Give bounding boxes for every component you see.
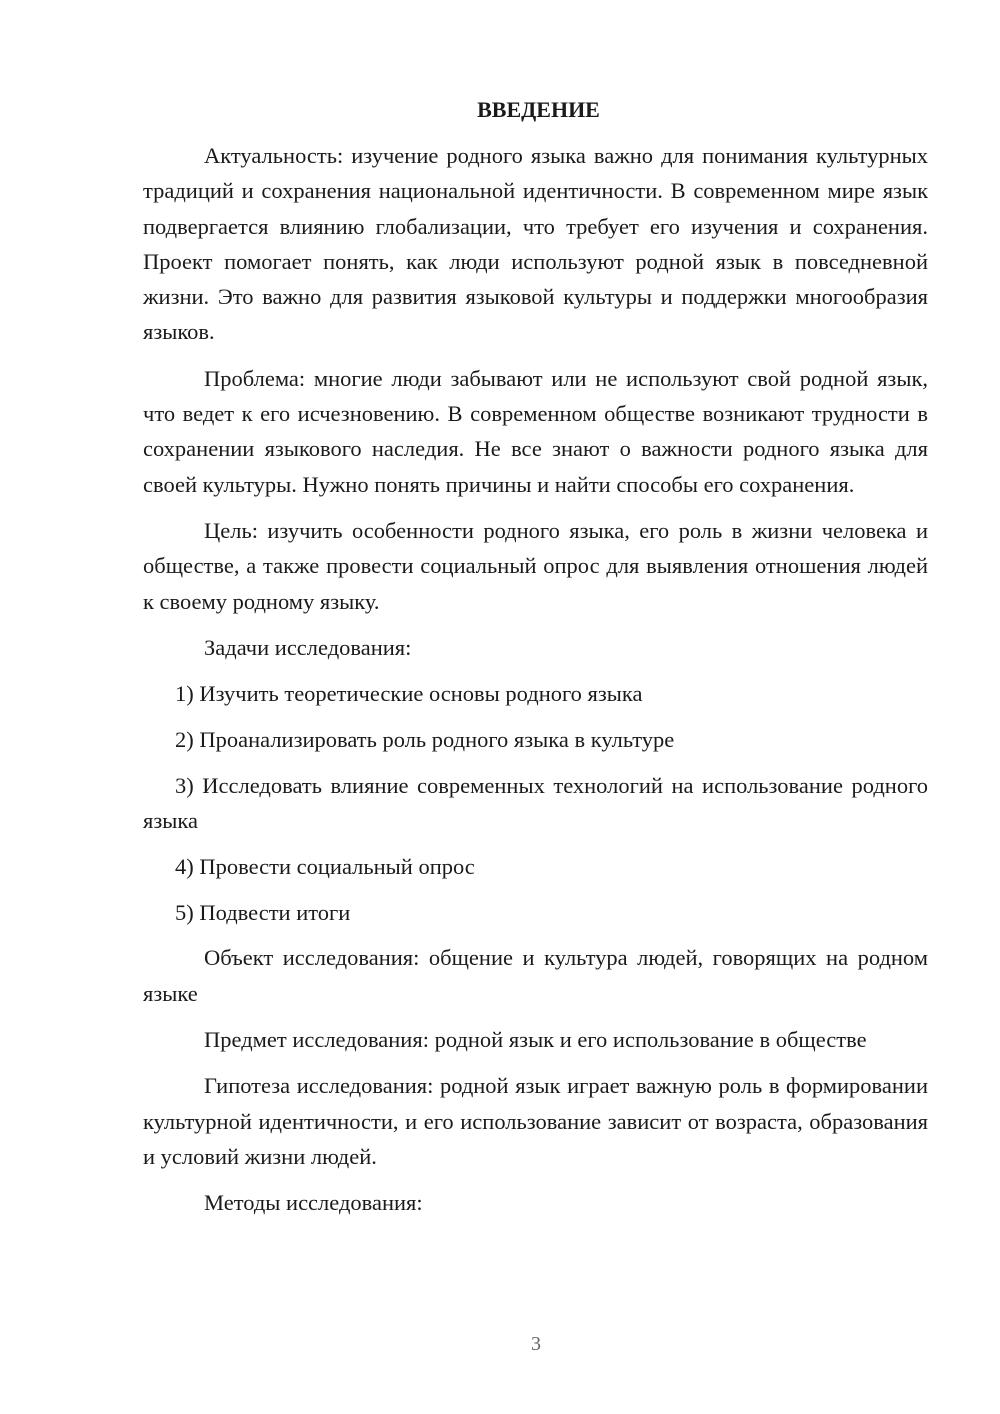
paragraph-hypothesis: Гипотеза исследования: родной язык играет важную роль в формировании культурной идентичности, и его использование зависит от возраста, образования и условий жизни людей. xyxy=(143,1073,928,1169)
paragraph-object: Объект исследования: общение и культура людей, говорящих на родном языке xyxy=(143,945,928,1006)
tasks-heading: Задачи исследования: xyxy=(204,634,412,660)
task-item-3: 3) Исследовать влияние современных технологий на использование родного языка xyxy=(143,772,928,834)
paragraph-problem: Проблема: многие люди забывают или не используют свой родной язык, что ведет к его исчезновению. В современном обществе возникают трудности в сохранении языкового наследия. Не все знают о важности родного языка для своей культуры. Нужно понять причины и найти способы его сохранения. xyxy=(143,365,928,497)
task-item-2: 2) Проанализировать роль родного языка в культуре xyxy=(175,726,675,752)
paragraph-relevance: Актуальность: изучение родного языка важно для понимания культурных традиций и сохранения национальной идентичности. В современном мире язык подвергается влиянию глобализации, что требует его изучения и сохранения. Проект помогает понять, как люди используют родной язык в повседневной жизни. Это важно для развития языковой культуры и поддержки многообразия языков. xyxy=(143,143,928,345)
page-content xyxy=(143,95,928,1232)
methods-heading: Методы исследования: xyxy=(204,1190,423,1216)
page-title: ВВЕДЕНИЕ xyxy=(477,97,600,122)
paragraph-goal: Цель: изучить особенности родного языка, его роль в жизни человека и обществе, а также провести социальный опрос для выявления отношения людей к своему родному языку. xyxy=(143,517,928,614)
task-item-1: 1) Изучить теоретические основы родного языка xyxy=(175,681,643,707)
page-number: 3 xyxy=(531,1333,541,1355)
task-item-5: 5) Подвести итоги xyxy=(175,899,351,925)
paragraph-subject: Предмет исследования: родной язык и его использование в обществе xyxy=(204,1027,867,1053)
task-item-4: 4) Провести социальный опрос xyxy=(175,853,475,879)
